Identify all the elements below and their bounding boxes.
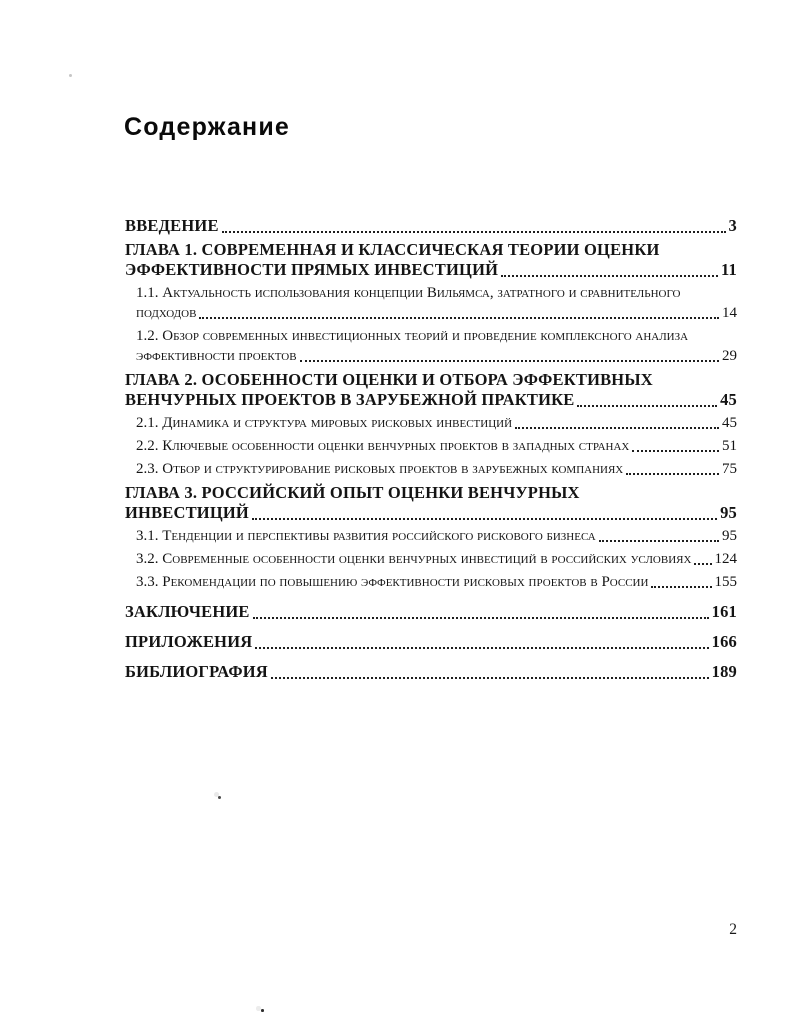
scan-speck [261, 1009, 264, 1012]
dot-leader [651, 586, 711, 588]
toc-entry-section-2-1 [125, 413, 737, 433]
toc-entry-page: 166 [711, 632, 737, 651]
toc-entry-label: 3.2. Современные особенности оценки венчурных инвестиций в российских условиях [136, 551, 692, 567]
toc-entry-appendices [125, 632, 737, 652]
toc-entry-page: 124 [714, 551, 737, 567]
toc-entry-section-2-2 [125, 436, 737, 456]
toc-entry-label: 2.3. Отбор и структурирование рисковых проектов в зарубежных компаниях [136, 461, 624, 477]
toc-entry-label: ГЛАВА 1. СОВРЕМЕННАЯ И КЛАССИЧЕСКАЯ ТЕОРИИ ОЦЕНКИ ЭФФЕКТИВНОСТИ ПРЯМЫХ ИНВЕСТИЦИЙ [125, 240, 660, 279]
toc-entry-label: 2.2. Ключевые особенности оценки венчурных проектов в западных странах [136, 438, 630, 454]
toc-entry-section-3-1 [125, 526, 737, 546]
dot-leader [501, 275, 718, 277]
toc-entry-page: 51 [722, 438, 737, 454]
toc-entry-page: 45 [720, 390, 737, 409]
dot-leader [222, 231, 726, 233]
dot-leader [577, 405, 717, 407]
scan-speck [69, 74, 72, 77]
toc-entry-page: 155 [714, 574, 737, 590]
toc-entry-page: 75 [722, 461, 737, 477]
toc-entry-label: ВВЕДЕНИЕ [125, 216, 219, 235]
dot-leader [271, 677, 709, 679]
toc-entry-label: ЗАКЛЮЧЕНИЕ [125, 602, 250, 621]
toc-entry-section-1-2 [125, 326, 737, 366]
toc-entry-chapter-2 [125, 370, 737, 410]
toc-entry-label: 1.1. Актуальность использования концепции Вильямса, затратного и сравнительного подходов [136, 285, 681, 321]
toc-entry-section-3-2 [125, 549, 737, 569]
toc-entry-conclusion [125, 602, 737, 622]
dot-leader [515, 427, 719, 429]
dot-leader [253, 617, 709, 619]
toc-entry-chapter-3 [125, 483, 737, 523]
toc-entry-page: 14 [722, 305, 737, 321]
toc-entry-page: 161 [711, 602, 737, 621]
toc-entry-page: 189 [711, 662, 737, 681]
toc-entry-label: 2.1. Динамика и структура мировых рисковых инвестиций [136, 415, 513, 431]
toc-entry-bibliography [125, 662, 737, 682]
toc-entry-section-2-3 [125, 459, 737, 479]
toc-entry-label: 3.3. Рекомендации по повышению эффективности рисковых проектов в России [136, 574, 649, 590]
toc-entry-label: ГЛАВА 3. РОССИЙСКИЙ ОПЫТ ОЦЕНКИ ВЕНЧУРНЫХ ИНВЕСТИЦИЙ [125, 483, 580, 522]
toc-entry-page: 11 [721, 260, 737, 279]
dot-leader [199, 317, 719, 319]
toc-entry-introduction [125, 216, 737, 236]
dot-leader [599, 540, 719, 542]
toc-entry-label: ГЛАВА 2. ОСОБЕННОСТИ ОЦЕНКИ И ОТБОРА ЭФФЕКТИВНЫХ ВЕНЧУРНЫХ ПРОЕКТОВ В ЗАРУБЕЖНОЙ ПРАКТИКЕ [125, 370, 653, 409]
scan-speck [218, 796, 221, 799]
dot-leader [626, 473, 719, 475]
page-number: 2 [729, 921, 737, 938]
toc-entry-page: 45 [722, 415, 737, 431]
toc-entry-label: БИБЛИОГРАФИЯ [125, 662, 268, 681]
toc-entry-page: 95 [720, 503, 737, 522]
dot-leader [255, 647, 708, 649]
toc-entry-label: 1.2. Обзор современных инвестиционных теорий и проведение комплексного анализа эффективности проектов [136, 328, 689, 364]
toc-entry-label: ПРИЛОЖЕНИЯ [125, 632, 253, 651]
toc-entry-label: 3.1. Тенденции и перспективы развития российского рискового бизнеса [136, 528, 596, 544]
dot-leader [694, 563, 711, 565]
toc-entry-page: 3 [728, 216, 737, 235]
dot-leader [300, 360, 719, 362]
dot-leader [252, 518, 717, 520]
table-of-contents [125, 216, 737, 682]
toc-entry-page: 95 [722, 528, 737, 544]
dot-leader [632, 450, 719, 452]
page-title: Содержание [124, 113, 291, 141]
toc-entry-page: 29 [722, 348, 737, 364]
toc-entry-section-3-3 [125, 572, 737, 592]
toc-entry-section-1-1 [125, 283, 737, 323]
toc-entry-chapter-1 [125, 240, 737, 280]
